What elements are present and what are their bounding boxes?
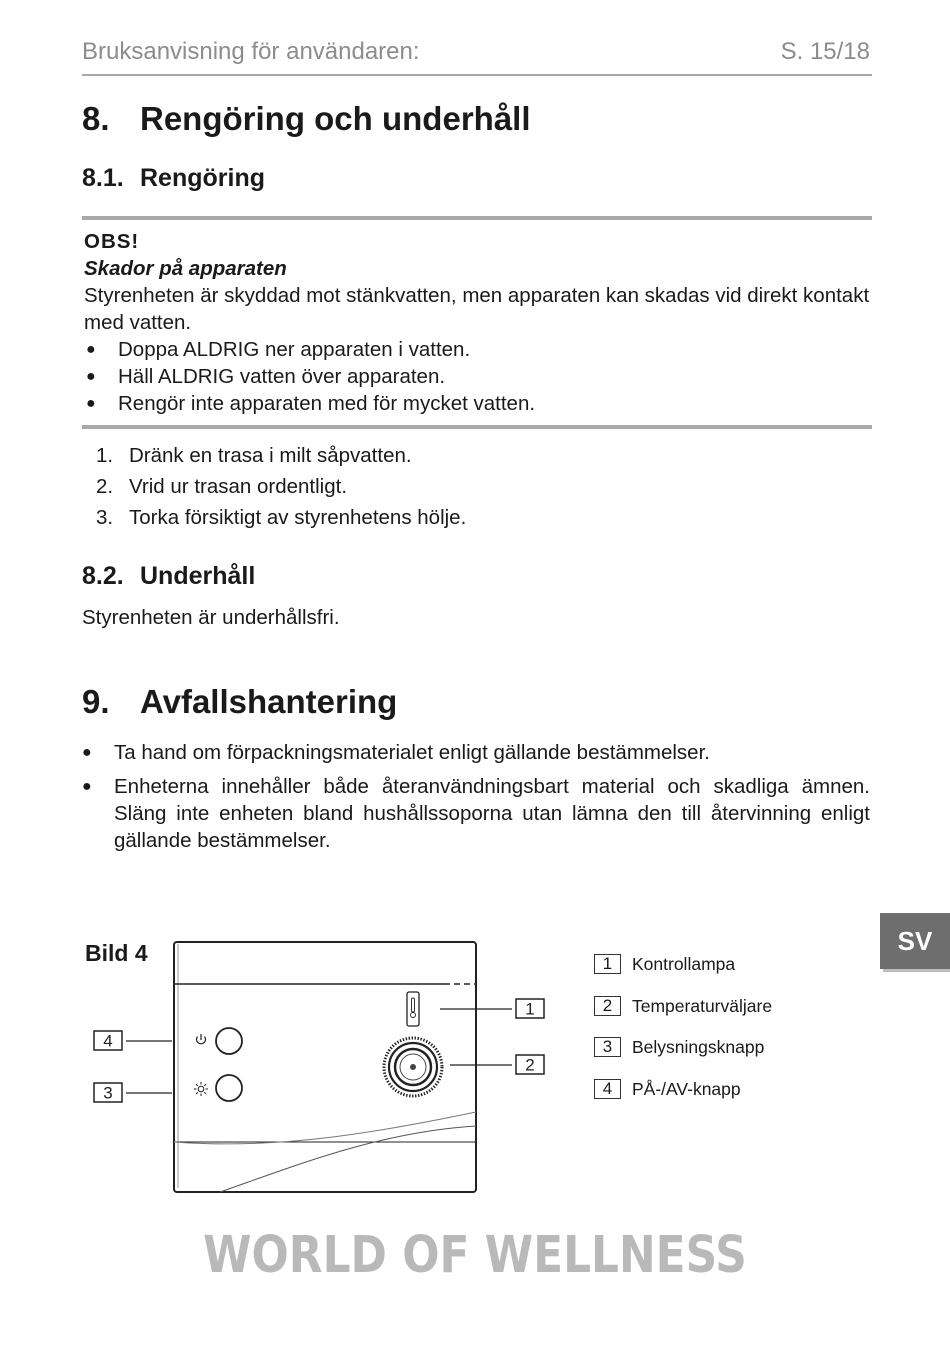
notice-bottom-rule [82, 425, 872, 429]
legend-label: Belysningsknapp [632, 1037, 765, 1058]
step-item [96, 440, 466, 471]
section-8-heading [82, 100, 531, 138]
language-tab: SV [880, 913, 950, 969]
notice-label: OBS! [84, 230, 140, 253]
control-unit-figure [80, 936, 560, 1198]
callout-1 [516, 999, 544, 1019]
section-8-2-heading [82, 562, 255, 591]
light-button [216, 1075, 242, 1101]
header-doc-title: Bruksanvisning för användaren: [82, 38, 420, 65]
power-button [216, 1028, 242, 1054]
step-number: 1. [96, 444, 114, 467]
callout-1-label: 1 [525, 999, 535, 1019]
callout-3 [94, 1083, 122, 1103]
legend-label: Kontrollampa [632, 954, 736, 974]
notice-bullet: ● Doppa ALDRIG ner apparaten i vatten. [84, 336, 870, 363]
step-item [96, 502, 466, 533]
section-8-1-heading [82, 164, 265, 193]
notice-subtitle: Skador på apparaten [84, 257, 287, 280]
header-divider [82, 74, 872, 76]
legend-label: Temperaturväljare [632, 995, 773, 1016]
legend-number: 2 [594, 996, 621, 1016]
step-text: Vrid ur trasan ordentligt. [129, 475, 348, 498]
legend-number: 3 [594, 1037, 621, 1057]
step-text: Torka försiktigt av styrenhetens hölje. [129, 506, 467, 529]
step-number: 3. [96, 506, 114, 529]
callout-2-label: 2 [525, 1055, 535, 1075]
notice-bullet: ● Häll ALDRIG vatten över apparaten. [84, 363, 870, 390]
notice-box [82, 216, 872, 429]
notice-text: Styrenheten är skyddad mot stänkvatten, men apparaten kan skadas vid direkt kontakt med vatten. [84, 284, 870, 334]
notice-bullet: ● Rengör inte apparaten med för mycket vatten. [84, 390, 870, 417]
callout-4 [94, 1031, 122, 1051]
legend-number: 1 [594, 954, 621, 974]
section-8-number: 8. [82, 100, 110, 137]
brand-logo: WORLD OF WELLNESS [203, 1226, 747, 1285]
cleaning-steps [96, 440, 466, 533]
disposal-item: ● Ta hand om förpackningsmaterialet enligt gällande bestämmelser. [82, 739, 870, 766]
legend-label: PÅ-/AV-knapp [632, 1078, 741, 1099]
section-8-1-number: 8.1. [82, 164, 124, 192]
callout-3-label: 3 [103, 1083, 113, 1103]
legend-row [594, 954, 772, 996]
section-9-title: Avfallshantering [140, 683, 398, 720]
step-item [96, 471, 466, 502]
header-page-number: S. 15/18 [780, 38, 870, 65]
section-8-2-title: Underhåll [140, 562, 256, 590]
section-8-2-number: 8.2. [82, 562, 124, 590]
section-8-title: Rengöring och underhåll [140, 100, 531, 137]
callout-4-label: 4 [103, 1031, 113, 1051]
temperature-dial [384, 1038, 442, 1096]
step-text: Dränk en trasa i milt såpvatten. [129, 444, 412, 467]
callout-2 [516, 1055, 544, 1075]
disposal-item: ● Enheterna innehåller både återanvändningsbart material och skadliga ämnen. Släng inte enheten bland hushållssoporna utan lämna den till återvinning enligt gällande bestämmelser. [82, 773, 870, 854]
legend-number: 4 [594, 1079, 621, 1099]
legend-row [594, 996, 772, 1038]
section-8-1-title: Rengöring [140, 164, 265, 192]
section-9-number: 9. [82, 683, 110, 720]
maintenance-text: Styrenheten är underhållsfri. [82, 606, 340, 629]
figure-legend [594, 954, 772, 1120]
section-9-heading [82, 683, 397, 721]
step-number: 2. [96, 475, 114, 498]
indicator-lamp [407, 992, 419, 1026]
figure-caption: Bild 4 [85, 940, 148, 966]
legend-row [594, 1079, 772, 1121]
legend-row [594, 1037, 772, 1079]
disposal-list [82, 739, 870, 861]
